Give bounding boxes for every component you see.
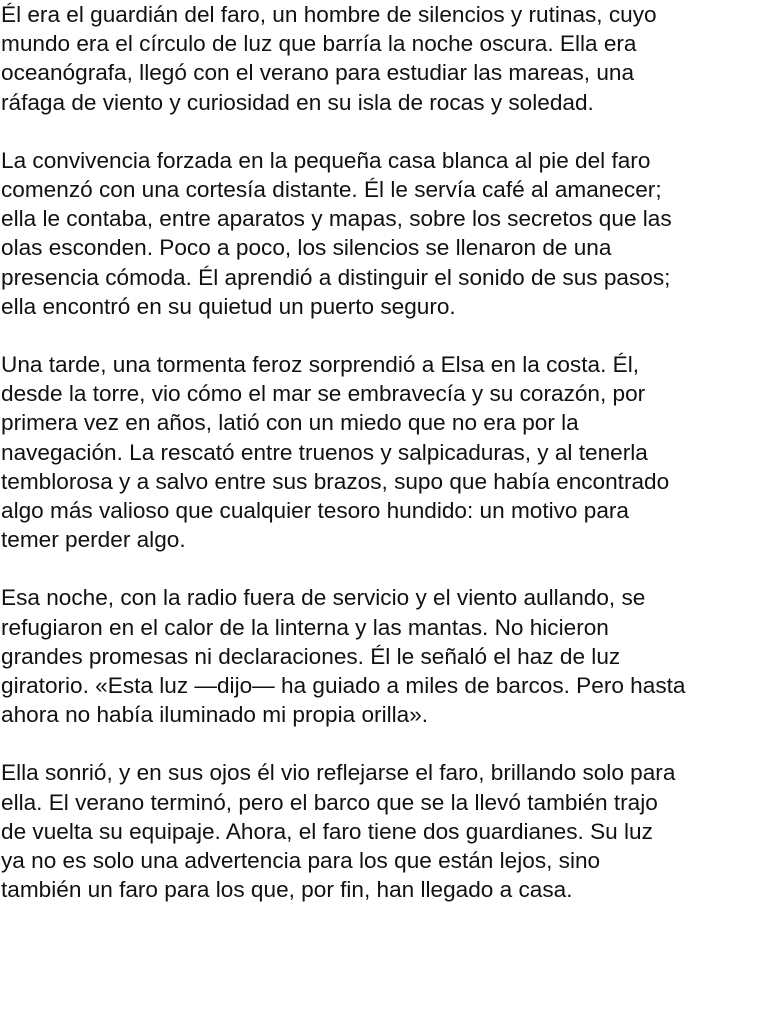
paragraph-5 (1, 758, 768, 904)
text-line: temer perder algo. (1, 527, 186, 553)
text-line: giratorio. «Esta luz —dijo— ha guiado a miles de barcos. Pero hasta (1, 673, 686, 699)
text-line: refugiaron en el calor de la linterna y las mantas. No hicieron (1, 614, 609, 640)
text-line: ráfaga de viento y curiosidad en su isla de rocas y soledad. (1, 89, 594, 115)
text-line: grandes promesas ni declaraciones. Él le señaló el haz de luz (1, 643, 621, 669)
text-line: Ella sonrió, y en sus ojos él vio reflejarse el faro, brillando solo para (1, 760, 676, 786)
text-line: comenzó con una cortesía distante. Él le servía café al amanecer; (1, 177, 662, 203)
paragraph-3 (1, 350, 768, 554)
text-line: La convivencia forzada en la pequeña casa blanca al pie del faro (1, 147, 651, 173)
text-line: también un faro para los que, por fin, han llegado a casa. (1, 877, 573, 903)
text-line: presencia cómoda. Él aprendió a distinguir el sonido de sus pasos; (1, 264, 671, 290)
text-line: algo más valioso que cualquier tesoro hundido: un motivo para (1, 498, 629, 524)
text-line: mundo era el círculo de luz que barría la noche oscura. Ella era (1, 31, 637, 57)
text-line: ya no es solo una advertencia para los que están lejos, sino (1, 848, 601, 874)
text-line: primera vez en años, latió con un miedo que no era por la (1, 410, 579, 436)
text-line: desde la torre, vio cómo el mar se embravecía y su corazón, por (1, 381, 646, 407)
text-line: ahora no había iluminado mi propia orilla». (1, 702, 429, 728)
text-line: de vuelta su equipaje. Ahora, el faro tiene dos guardianes. Su luz (1, 818, 653, 844)
paragraph-4 (1, 583, 768, 729)
text-line: ella le contaba, entre aparatos y mapas, sobre los secretos que las (1, 206, 672, 232)
text-line: ella. El verano terminó, pero el barco que se la llevó también trajo (1, 789, 658, 815)
paragraph-1 (1, 0, 768, 117)
text-line: olas esconden. Poco a poco, los silencios se llenaron de una (1, 235, 612, 261)
text-line: Él era el guardián del faro, un hombre de silencios y rutinas, cuyo (1, 2, 657, 27)
paragraph-2 (1, 146, 768, 321)
text-line: oceanógrafa, llegó con el verano para estudiar las mareas, una (1, 60, 635, 86)
text-line: navegación. La rescató entre truenos y salpicaduras, y al tenerla (1, 439, 648, 465)
text-line: Esa noche, con la radio fuera de servicio y el viento aullando, se (1, 585, 646, 611)
text-line: temblorosa y a salvo entre sus brazos, supo que había encontrado (1, 468, 670, 494)
text-line: Una tarde, una tormenta feroz sorprendió a Elsa en la costa. Él, (1, 352, 639, 378)
text-line: ella encontró en su quietud un puerto seguro. (1, 293, 456, 319)
